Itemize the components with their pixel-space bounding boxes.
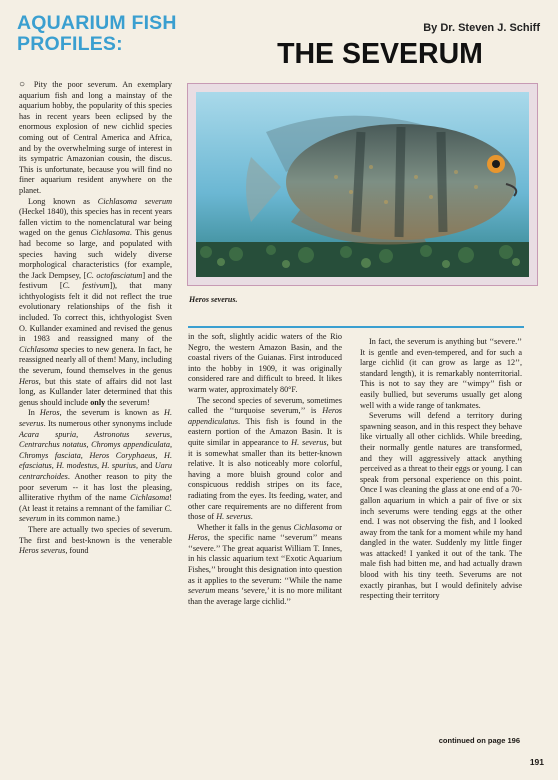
article-paragraph <box>360 337 522 411</box>
article-paragraph <box>19 525 172 557</box>
text-run: Cichlasoma <box>90 228 130 238</box>
photo-caption: Heros severus. <box>189 295 238 304</box>
text-run: Pity the poor severum. An exemplary aquarium fish and long a mainstay of the aquarium hobby, the popularity of this species has in recent years been eclipsed by the enormous explosion of new cichlid species coming out of Central America and Africa, and by the overwhelming surge of interest in its sympatric Amazonian cousin, the discus. This is unfortunate, because you will find no finer aquarium resident anywhere on the planet. <box>19 80 172 195</box>
text-run: and <box>138 461 155 471</box>
text-run: ] and the festivum [ <box>19 270 172 291</box>
text-run: the severum! <box>105 397 150 407</box>
text-run: The second species of severum, sometimes called the ‘‘turquoise severum,’’ is <box>188 395 342 416</box>
section-divider <box>188 326 524 328</box>
severum-fish-photo <box>196 92 529 277</box>
article-paragraph <box>19 408 172 525</box>
text-run: C. festivum <box>62 281 110 291</box>
text-run: . Another reason to pity the poor severum -- it has lost the pleasing, alliterative rhythm of the name <box>19 471 172 503</box>
article-paragraph <box>19 80 172 197</box>
text-run: , the severum is known as <box>59 408 165 418</box>
text-run: species to new genera. In fact, he reassigned nearly all of them! Many, including the severum, found themselves in the genus <box>19 344 172 376</box>
text-run: H. severus <box>291 437 327 447</box>
text-run: Whether it falls in the genus <box>197 522 294 532</box>
text-run: Heros severus <box>19 546 66 556</box>
text-run: severum <box>188 586 216 596</box>
text-run: Cichlasoma severum <box>97 196 172 206</box>
text-run: In fact, the severum is anything but ‘‘severe.’’ It is gentle and even-tempered, and for such a large cichlid (it can grow as large as 12’’, standard length), it is remarkably nonterritorial. This is not to say they are ‘‘wimpy’’ fish or easily bullied, but severums usually get along well with a wide range of tankmates. <box>360 337 522 410</box>
text-run: Heros appendiculatus <box>188 406 342 426</box>
article-column-3 <box>360 337 522 602</box>
text-run: H. severus <box>19 408 172 428</box>
article-column-1 <box>19 80 172 557</box>
article-column-2 <box>188 332 342 607</box>
text-run: , found <box>65 546 89 556</box>
text-run: Cichlasoma <box>130 493 170 503</box>
text-run: . This fish is found in the eastern portion of the Amazon Basin. It is quite similar in appearance to <box>188 416 342 447</box>
bullet-icon: ○ <box>19 79 34 90</box>
page-number: 191 <box>529 757 544 767</box>
continued-note: continued on page 196 <box>438 736 520 745</box>
text-run: In <box>28 408 40 418</box>
text-run: means ‘severe,’ it is no more militant than the average large cichlid.’’ <box>188 586 342 606</box>
byline: By Dr. Steven J. Schiff <box>423 22 540 34</box>
text-run: Acara spuria, Astronotus severus, Centrarchus notatus, Chromys appendiculata, Chromys fasciata, Heros Coryphaeus, H. efasciatus, H. modestus, H. spurius, <box>19 429 172 471</box>
text-run: Long known as <box>28 196 98 206</box>
text-run: There are actually two species of severum. The first and best-known is the venerable <box>19 524 172 545</box>
text-run: C. octofasciatum <box>86 270 143 280</box>
text-run: , but this state of affairs did not last long, as Kullander later determined that this genus should include <box>19 376 172 407</box>
article-paragraph <box>188 396 342 523</box>
article-paragraph <box>188 523 342 608</box>
text-run: (Heckel 1840), this species has in recent years fallen victim to the nomenclatural war being waged on the genus <box>19 207 172 238</box>
text-run: in its common name.) <box>46 514 120 524</box>
article-paragraph <box>188 332 342 396</box>
text-run: ]), that many ichthyologists felt it did not reflect the true evolutionary relationships of the fish it included. To correct this, ichthyologist Sven O. Kullander examined and revised the genus in 1983 and reassigned many of the <box>19 281 172 344</box>
text-run: H. severus <box>216 512 251 522</box>
text-run: only <box>90 397 106 407</box>
text-run: Uaru centrarchoides <box>19 461 172 481</box>
text-run: , but it is somewhat smaller than its better-known relative. It is also noticeably more colorful, having a more bluish ground color and conspicuous reddish stripes on its face, radiating from the eyes. Its feeding, water, and other care requirements are no different from those of <box>188 437 343 522</box>
text-run: Heros <box>39 408 60 418</box>
series-title: AQUARIUM FISH PROFILES: <box>17 12 177 55</box>
text-run: Heros <box>19 376 39 386</box>
text-run: , the specific name ‘‘severum’’ means ‘‘severe.’’ The great aquarist William T. Innes, in his classic aquarium text ‘‘Exotic Aquarium Fishes,’’ brought this designation into question as it applies to the severum: ‘‘While the name <box>188 533 342 585</box>
text-run: ! (At least it retains a remnant of the familiar <box>19 493 172 513</box>
text-run: . Its numerous other synonyms include <box>43 419 172 428</box>
text-run: C. severum <box>19 503 172 524</box>
text-run: Heros <box>188 533 208 543</box>
text-run: Cichlasoma <box>293 522 333 532</box>
text-run: in the soft, slightly acidic waters of the Rio Negro, the western Amazon Basin, and the coastal rivers of the Guianas. First introduced into the hobby in 1909, it was originally considered rare and difficult to breed. It likes warm water, approximately 80°F. <box>188 332 342 394</box>
photo-frame <box>187 83 538 286</box>
article-paragraph <box>19 197 172 409</box>
text-run: or <box>332 522 342 532</box>
article-paragraph <box>360 411 522 602</box>
article-title: THE SEVERUM <box>277 38 483 70</box>
text-run: Severums will defend a territory during spawning season, and in this respect they behave like virtually all other cichlids. While breeding, their normally gentle natures are transformed, and they will aggressively attack anything perceived as a threat to their eggs or young. I can speak from personal experience on this point. Once I was cleaning the glass at one end of a 70-gallon aquarium in which a pair of five or six inch severums were tending eggs at the other end. I was not observing the fish, and I looked away from the tank for a moment while my hand dangled in the water. Suddenly my little finger was attacked! I yanked it out of the tank. The male fish had bitten me, and had actually drawn blood with his tiny teeth. Severums are not exactly piranhas, but I would definitely advise respecting their territory <box>360 411 522 601</box>
text-run: . <box>250 512 253 522</box>
text-run: . This genus had become so large, and populated with species having such widely diverse morphological characteristics (for example, the Jack Dempsey, [ <box>19 228 172 280</box>
text-run: Cichlasoma <box>19 344 59 354</box>
